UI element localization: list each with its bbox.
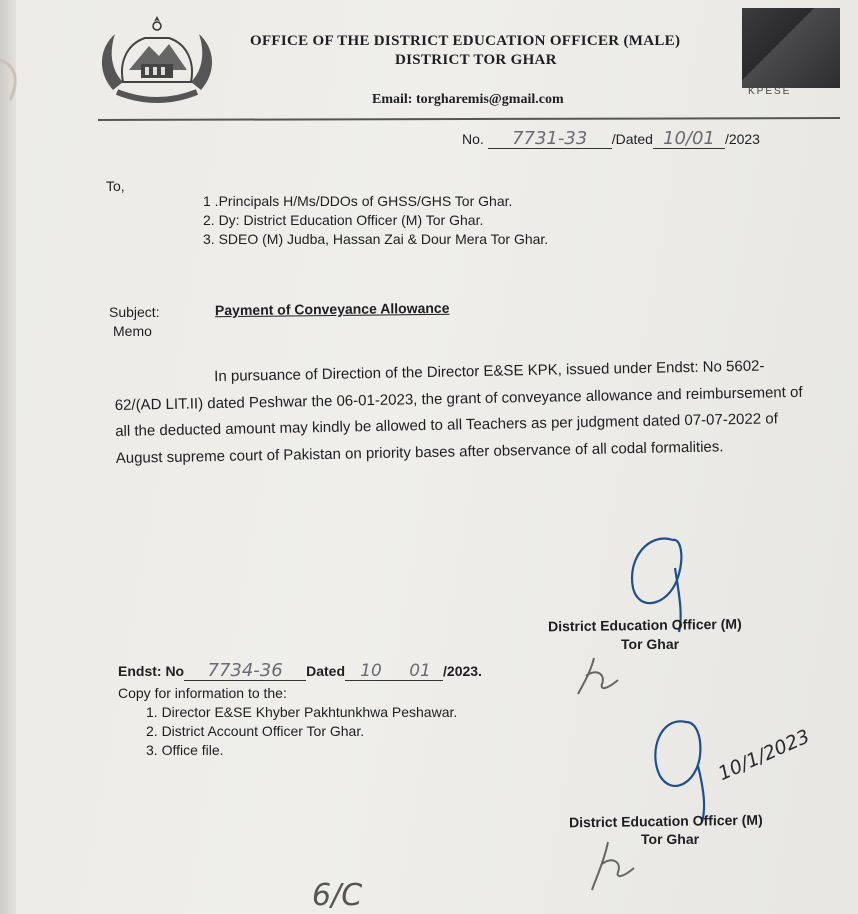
copy-item: 1. Director E&SE Khyber Pakhtunkhwa Peshawar.	[146, 704, 458, 720]
signature-2-place: Tor Ghar	[641, 831, 700, 847]
initials-mark	[572, 650, 632, 700]
memo-label: Memo	[113, 323, 152, 339]
endorsement-day: 10	[345, 662, 397, 681]
endorsement-dated-label: Dated	[306, 663, 346, 679]
kpk-emblem-icon	[93, 12, 221, 112]
office-email: Email: torgharemis@gmail.com	[372, 92, 564, 107]
endorsement-month: 01	[397, 662, 443, 681]
addressee-item: 2. Dy: District Education Officer (M) Tor Ghar.	[203, 212, 484, 228]
reference-year: /2023	[724, 131, 760, 147]
kpese-logo-text: KPESE	[748, 86, 792, 97]
endorsement-year: /2023.	[443, 663, 482, 679]
copy-line: Copy for information to the:	[118, 685, 287, 701]
addressee-list	[203, 192, 548, 249]
copy-item: 3. Office file.	[146, 742, 224, 758]
reference-no-value: 7731-33	[488, 130, 612, 149]
endorsement-no-label: Endst: No	[118, 663, 185, 679]
reference-dated-label: /Dated	[611, 131, 653, 147]
handwritten-date: 10/1/2023	[715, 725, 813, 786]
to-label: To,	[106, 178, 125, 194]
page-edge	[0, 0, 16, 914]
signature-2-title: District Education Officer (M)	[568, 811, 763, 831]
handwritten-note: 6/C	[312, 878, 363, 913]
addressee-item: 3. SDEO (M) Judba, Hassan Zai & Dour Mera Tor Ghar.	[203, 231, 549, 247]
copy-item: 2. District Account Officer Tor Ghar.	[146, 723, 365, 739]
initials-mark-2	[590, 836, 650, 896]
reference-no-label: No.	[462, 131, 484, 147]
signature-1-title: District Education Officer (M)	[547, 615, 742, 635]
addressee-item: 1 .Principals H/Ms/DDOs of GHSS/GHS Tor Ghar.	[203, 193, 513, 209]
kpese-logo	[742, 8, 840, 88]
body-paragraph: In pursuance of Direction of the Director E&SE KPK, issued under Endst: No 5602-62/(AD LIT.II) dated Peshwar the 06-01-2023, the grant of conveyance allowance and reimbursement of all the deducted amount may kindly be allowed to all Teachers as per judgment dated 07-07-2022 of August supreme court of Pakistan on priority bases after observance of all codal formalities.	[114, 357, 803, 467]
endorsement-no-value: 7734-36	[184, 662, 306, 681]
subject-title: Payment of Conveyance Allowance	[214, 299, 450, 319]
binding-string	[0, 40, 40, 110]
office-title: OFFICE OF THE DISTRICT EDUCATION OFFICER (MALE)	[250, 33, 681, 49]
reference-line	[462, 130, 760, 149]
district-name: DISTRICT TOR GHAR	[395, 52, 557, 68]
reference-dated-value: 10/01	[653, 130, 725, 149]
signature-1-place: Tor Ghar	[621, 636, 680, 652]
endorsement-line	[118, 662, 482, 681]
subject-label: Subject:	[109, 304, 160, 320]
copy-list	[146, 703, 457, 760]
